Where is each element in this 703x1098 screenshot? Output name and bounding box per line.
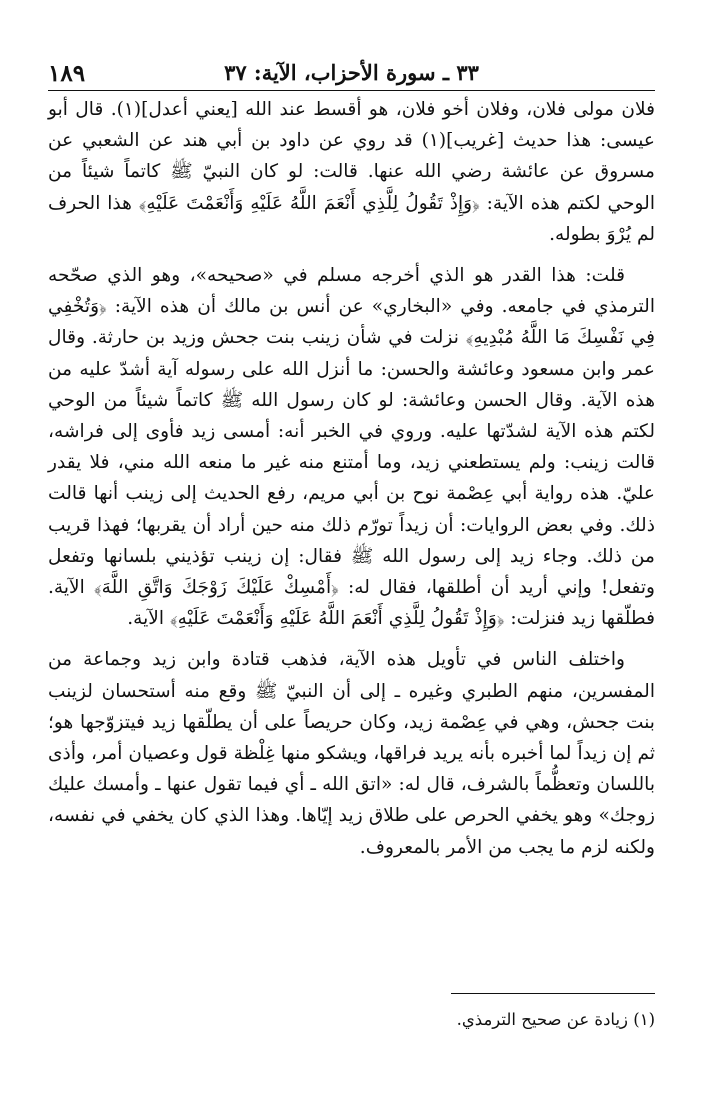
paragraph-3: واختلف الناس في تأويل هذه الآية، فذهب قتادة وابن زيد وجماعة من المفسرين، منهم الطبري وغيره ـ إلى أن النبيّ ﷺ وقع منه أستحسان لزينب بنت جحش، وهي في عِصْمة زيد، وكان حريصاً على أن يطلّقها زيد فيتزوّجها هو؛ ثم إن زيداً لما أخبره بأنه يريد فراقها، ويشكو منها غِلْظة قول وعصيان أمر، وأذى باللسان وتعظُّماً بالشرف، قال له: «اتق الله ـ أي فيما تقول عنها ـ وأمسك عليك زوجك» وهو يخفي الحرص على طلاق زيد إيّاها. وهذا الذي كان يخفي في نفسه، ولكنه لزم ما يجب من الأمر بالمعروف.: [48, 649, 655, 858]
body-text: [48, 94, 655, 863]
paragraph-2: قلت: هذا القدر هو الذي أخرجه مسلم في «صحيحه»، وهو الذي صحّحه الترمذي في جامعه. وفي «البخاري» عن أنس بن مالك أن هذه الآية: ﴿وَتُخْفِي فِي نَفْسِكَ مَا اللَّهُ مُبْدِيهِ﴾ نزلت في شأن زينب بنت جحش وزيد بن حارثة. وقال عمر وابن مسعود وعائشة والحسن: ما أنزل الله على رسوله آية أشدّ عليه من هذه الآية. وقال الحسن وعائشة: لو كان رسول الله ﷺ كاتماً شيئاً من الوحي لكتم هذه الآية لشدّتها عليه. وروي في الخبر أنه: أمسى زيد فأوى إلى فراشه، قالت زينب: ولم يستطعني زيد، وما أمتنع منه غير ما منعه الله مني، فلا يقدر عليّ. هذه رواية أبي عِصْمة نوح بن أبي مريم، رفع الحديث إلى زينب أنها قالت ذلك. وفي بعض الروايات: أن زيداً تورّم ذلك منه حين أراد أن يقربها؛ فهذا قريب من ذلك. وجاء زيد إلى رسول الله ﷺ فقال: إن زينب تؤذيني بلسانها وتفعل وتفعل! وإني أريد أن أطلقها، فقال له: ﴿أَمْسِكْ عَلَيْكَ زَوْجَكَ وَاتَّقِ اللَّهَ﴾ الآية. فطلّقها زيد فنزلت: ﴿وَإِذْ تَقُولُ لِلَّذِي أَنْعَمَ اللَّهُ عَلَيْهِ وَأَنْعَمْتَ عَلَيْهِ﴾ الآية.: [48, 265, 655, 630]
header-rule: [48, 90, 655, 91]
page-number: ١٨٩: [48, 60, 86, 87]
running-header: ٣٣ ـ سورة الأحزاب، الآية: ٣٧: [224, 60, 479, 85]
footnote: (١) زيادة عن صحيح الترمذي.: [456, 1010, 655, 1029]
paragraph-1: فلان مولى فلان، وفلان أخو فلان، هو أقسط عند الله [يعني أعدل](١). قال أبو عيسى: هذا حديث [غريب](١) قد روي عن داود بن أبي هند عن الشعبي عن مسروق عن عائشة رضي الله عنها. قالت: لو كان النبيّ ﷺ كاتماً شيئاً من الوحي لكتم هذه الآية: ﴿وَإِذْ تَقُولُ لِلَّذِي أَنْعَمَ اللَّهُ عَلَيْهِ وَأَنْعَمْتَ عَلَيْهِ﴾ هذا الحرف لم يُرْوَ بطوله.: [48, 99, 655, 245]
footnote-rule: [451, 993, 655, 994]
